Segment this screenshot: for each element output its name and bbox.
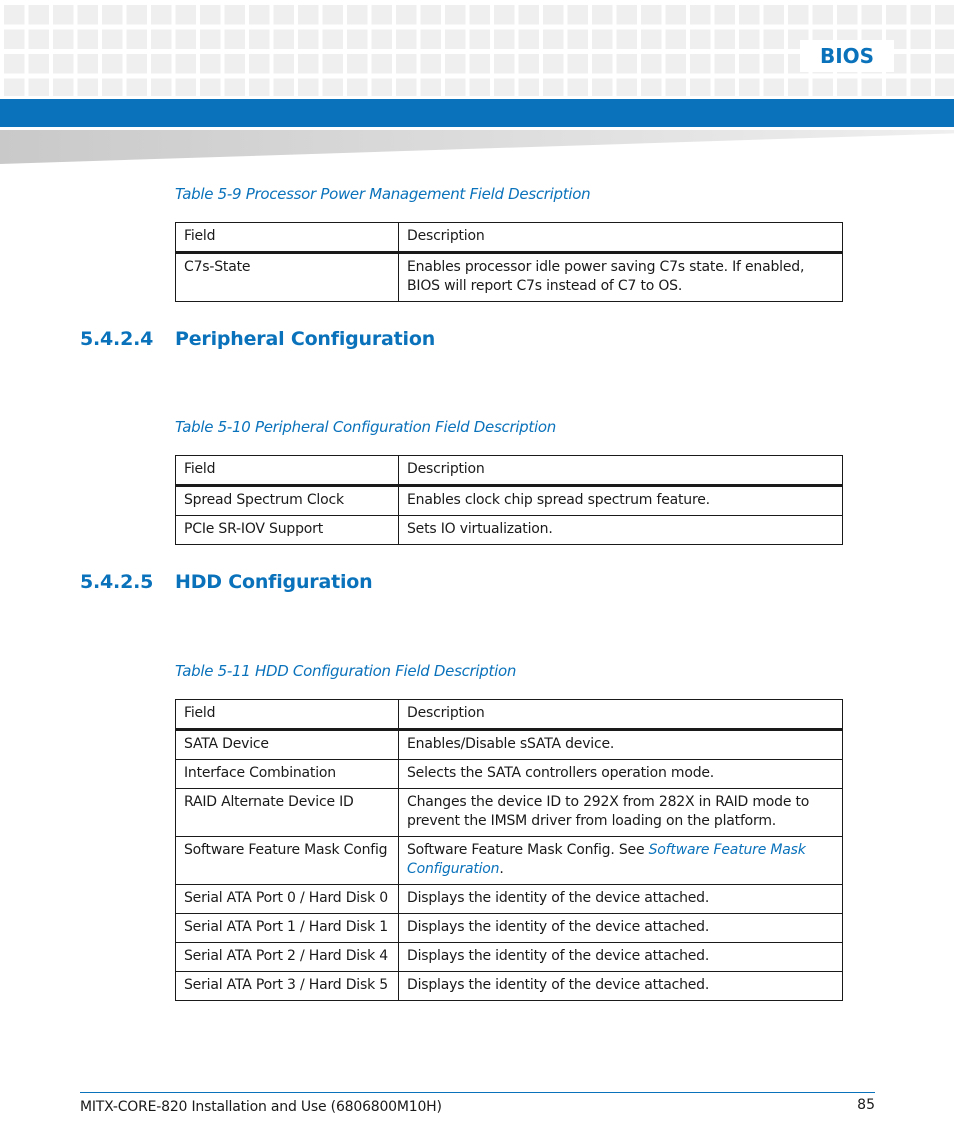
column-header-field: Field xyxy=(176,456,399,486)
description-cell: Sets IO virtualization. xyxy=(399,516,843,545)
table-row xyxy=(176,914,843,943)
description-cell: Selects the SATA controllers operation mode. xyxy=(399,760,843,789)
description-cell: Displays the identity of the device attached. xyxy=(399,943,843,972)
table-caption: Table 5-10 Peripheral Configuration Field Description xyxy=(175,418,556,436)
table-header-row xyxy=(176,456,843,486)
field-cell: SATA Device xyxy=(176,730,399,760)
table-row xyxy=(176,253,843,302)
description-cell: Enables processor idle power saving C7s state. If enabled, BIOS will report C7s instead of C7 to OS. xyxy=(399,253,843,302)
footer-divider xyxy=(80,1092,875,1093)
section-number: 5.4.2.4 xyxy=(80,328,154,350)
description-cell: Displays the identity of the device attached. xyxy=(399,885,843,914)
section-title: Peripheral Configuration xyxy=(175,328,436,350)
table-caption: Table 5-9 Processor Power Management Field Description xyxy=(175,185,591,203)
column-header-field: Field xyxy=(176,223,399,253)
description-cell: Enables clock chip spread spectrum feature. xyxy=(399,486,843,516)
table-row xyxy=(176,789,843,837)
description-text: Software Feature Mask Config. See xyxy=(407,842,649,858)
field-cell: PCIe SR-IOV Support xyxy=(176,516,399,545)
page-number: 85 xyxy=(857,1097,875,1113)
description-cell: Enables/Disable sSATA device. xyxy=(399,730,843,760)
section-heading-peripheral xyxy=(80,328,435,350)
table-row xyxy=(176,730,843,760)
chapter-title: BIOS xyxy=(800,40,894,72)
table-row xyxy=(176,516,843,545)
header-wedge xyxy=(0,130,954,164)
column-header-description: Description xyxy=(399,700,843,730)
table-row xyxy=(176,837,843,885)
description-cell: Displays the identity of the device attached. xyxy=(399,914,843,943)
section-number: 5.4.2.5 xyxy=(80,571,154,593)
field-cell: RAID Alternate Device ID xyxy=(176,789,399,837)
column-header-description: Description xyxy=(399,456,843,486)
field-cell: Spread Spectrum Clock xyxy=(176,486,399,516)
column-header-description: Description xyxy=(399,223,843,253)
hdd-config-table xyxy=(175,699,843,1001)
table-row xyxy=(176,486,843,516)
field-cell: Serial ATA Port 0 / Hard Disk 0 xyxy=(176,885,399,914)
field-cell: Serial ATA Port 2 / Hard Disk 4 xyxy=(176,943,399,972)
table-caption: Table 5-11 HDD Configuration Field Description xyxy=(175,662,517,680)
description-cell xyxy=(399,837,843,885)
table-row xyxy=(176,885,843,914)
field-cell: Serial ATA Port 3 / Hard Disk 5 xyxy=(176,972,399,1001)
section-title: HDD Configuration xyxy=(175,571,373,593)
column-header-field: Field xyxy=(176,700,399,730)
table-row xyxy=(176,760,843,789)
description-cell: Changes the device ID to 292X from 282X in RAID mode to prevent the IMSM driver from loading on the platform. xyxy=(399,789,843,837)
cross-reference-link[interactable]: Software Feature Mask Configuration xyxy=(407,842,806,877)
table-header-row xyxy=(176,700,843,730)
peripheral-config-table xyxy=(175,455,843,545)
processor-power-table xyxy=(175,222,843,302)
footer-document-title: MITX-CORE-820 Installation and Use (6806800M10H) xyxy=(80,1099,442,1115)
section-heading-hdd xyxy=(80,571,372,593)
field-cell: Software Feature Mask Config xyxy=(176,837,399,885)
table-row xyxy=(176,972,843,1001)
field-cell: Interface Combination xyxy=(176,760,399,789)
table-row xyxy=(176,943,843,972)
description-cell: Displays the identity of the device attached. xyxy=(399,972,843,1001)
field-cell: C7s-State xyxy=(176,253,399,302)
table-header-row xyxy=(176,223,843,253)
description-suffix: . xyxy=(499,861,504,877)
header-band xyxy=(0,99,954,127)
field-cell: Serial ATA Port 1 / Hard Disk 1 xyxy=(176,914,399,943)
